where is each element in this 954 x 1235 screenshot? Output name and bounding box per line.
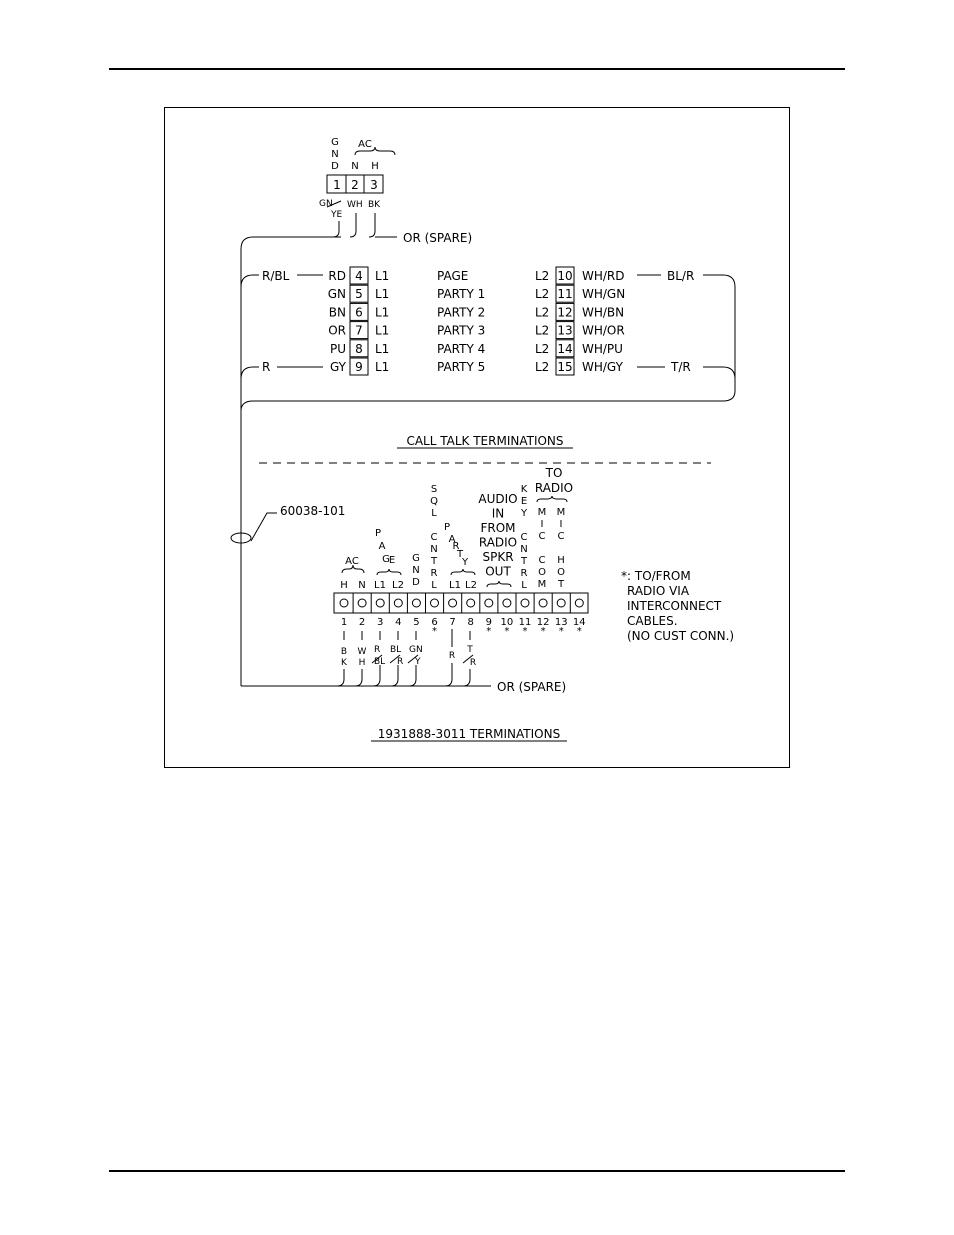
cable-branch-top-left (241, 275, 259, 287)
vertical-letter: N (412, 565, 420, 576)
radio-star-marker: * (522, 626, 528, 637)
wire-hook (355, 669, 362, 686)
terminal-number: 6 (431, 617, 438, 628)
radio-star-marker: * (504, 626, 510, 637)
terminal-screw (412, 599, 420, 607)
wire-r-bl-r: R (374, 645, 381, 655)
right-terminal-number: 14 (557, 341, 573, 356)
wire-hook (333, 221, 339, 237)
wire-hook (337, 669, 344, 686)
left-terminal-number: 9 (355, 360, 363, 374)
audio-line: AUDIO (478, 492, 518, 506)
vertical-letter: N (520, 544, 528, 555)
call-talk-title: CALL TALK TERMINATIONS (406, 434, 564, 448)
vertical-letter: M (537, 579, 547, 590)
vertical-letter: C (430, 532, 438, 543)
gnd-letter-g: G (331, 137, 339, 148)
wire-bl-r-bl: BL (390, 645, 402, 655)
vertical-letter: T (430, 556, 438, 567)
upper-spare-label: OR (SPARE) (403, 231, 473, 245)
right-wire-color: WH/OR (582, 323, 625, 338)
right-terminal-number: 12 (557, 305, 573, 320)
vertical-letter: A (448, 534, 456, 545)
footer-rule (109, 1170, 845, 1172)
vertical-letter: C (538, 531, 546, 542)
row-name: PARTY 5 (437, 360, 486, 374)
upper-terminal-block (319, 137, 472, 245)
gnd-letter-d: D (331, 161, 339, 172)
vertical-letter: M (537, 507, 547, 518)
neutral-label: N (351, 161, 359, 172)
lower-terminal-strip (334, 593, 588, 613)
vertical-letter: N (430, 544, 438, 555)
terminal-screw (521, 599, 529, 607)
wire-hook (350, 213, 356, 237)
wire-bk: BK (368, 200, 381, 210)
terminal-number: 4 (395, 617, 402, 628)
audio-line: SPKR (482, 550, 514, 564)
vertical-letter: L (431, 508, 437, 519)
cable-ref-leader (251, 513, 277, 541)
right-line-label: L2 (535, 305, 550, 320)
left-line-label: L1 (375, 341, 390, 356)
wire-wh-h: H (358, 658, 366, 668)
wiring-diagram (165, 108, 791, 769)
key-control-vertical-label (520, 484, 528, 591)
terminal-screw (539, 599, 547, 607)
terminal-screw (467, 599, 475, 607)
vertical-letter: T (557, 579, 565, 590)
terminal-screw (340, 599, 348, 607)
terminal-number: 7 (449, 617, 456, 628)
vertical-letter: T (456, 549, 464, 560)
wire-gn-y-y: Y (415, 657, 421, 667)
right-terminal-number: 10 (557, 269, 573, 283)
cable-left-bottom-label: R (262, 360, 271, 374)
terminal-number: 13 (554, 617, 568, 628)
squelch-control-vertical-label (430, 484, 438, 591)
wire-wh: WH (347, 200, 363, 210)
vertical-letter: R (520, 568, 528, 579)
terminal-screw (557, 599, 565, 607)
right-terminal-number: 15 (557, 360, 573, 374)
terminal-screw (376, 599, 384, 607)
right-line-label: L2 (535, 287, 550, 302)
left-terminal-number: 6 (355, 305, 363, 320)
left-wire-color: BN (328, 305, 346, 320)
wire-t-r-t: T (467, 645, 473, 655)
terminal-screw (485, 599, 493, 607)
wire-r-bl-bl: BL (374, 657, 386, 667)
row-name: PARTY 2 (437, 305, 486, 320)
wire-bk-k: K (341, 658, 347, 668)
vertical-letter: K (520, 484, 528, 495)
terminal-number: 11 (518, 617, 532, 628)
lower-terminals (340, 593, 586, 637)
terminal-screw (358, 599, 366, 607)
cable-branch-bottom-left (241, 367, 259, 379)
terminal-screw (449, 599, 457, 607)
vertical-letter: S (430, 484, 438, 495)
vertical-letter: D (412, 577, 420, 588)
radio-star-marker: * (540, 626, 546, 637)
party-rows (328, 267, 626, 375)
wire-bk-b: B (340, 647, 348, 657)
left-line-label: L1 (375, 287, 390, 302)
left-wire-color: GY (329, 360, 346, 374)
terminal-screw (503, 599, 511, 607)
vertical-letter: E (388, 555, 396, 566)
left-wire-color: RD (328, 269, 346, 283)
wire-hook (369, 213, 375, 237)
vertical-letter: Y (461, 557, 469, 568)
radio-note (621, 569, 734, 643)
vertical-letter: I (540, 519, 544, 530)
terminal-number: 2 (358, 617, 366, 628)
lower-n-label: N (358, 580, 366, 591)
left-line-label: L1 (375, 305, 390, 320)
hot-label: H (371, 161, 379, 172)
wire-hook (463, 669, 470, 686)
terminal-screw (394, 599, 402, 607)
right-terminal-number: 11 (557, 287, 573, 302)
lower-h-label: H (340, 580, 348, 591)
wire-gn: GN (319, 199, 333, 209)
page-l1-label: L1 (374, 580, 386, 591)
party-l1-label: L1 (449, 580, 461, 591)
left-line-label: L1 (375, 323, 390, 338)
terminal-number: 12 (536, 617, 550, 628)
row-name: PAGE (437, 269, 469, 283)
to-radio-line-1: TO (545, 466, 563, 480)
left-wire-color: GN (327, 287, 346, 302)
audio-in-label (478, 492, 517, 579)
terminal-number: 8 (467, 617, 474, 628)
terminal-2: 2 (351, 178, 359, 192)
radio-star-marker: * (486, 626, 492, 637)
cable-bundle-right (241, 275, 735, 411)
wire-gn-y-gn: GN (409, 645, 423, 655)
wire-hook (391, 665, 398, 686)
right-wire-color: WH/GY (582, 360, 623, 374)
cable-ref-label: 60038-101 (280, 504, 346, 518)
mic-com-vertical-label (538, 507, 547, 590)
terminal-number: 9 (485, 617, 492, 628)
left-terminal-number: 4 (355, 269, 363, 283)
terminal-1: 1 (333, 178, 341, 192)
cable-left-top-label: R/BL (262, 269, 290, 283)
row-name: PARTY 1 (437, 287, 486, 302)
lower-wire-labels (241, 629, 566, 694)
ac-label: AC (358, 139, 372, 150)
to-radio-line-2: RADIO (534, 481, 574, 495)
cable-right-top-label: BL/R (667, 269, 695, 283)
terminal-screw (431, 599, 439, 607)
terminal-number: 14 (572, 617, 586, 628)
cable-bundle-left (241, 237, 341, 686)
vertical-letter: P (443, 522, 451, 533)
terminal-number: 5 (413, 617, 420, 628)
note-line-5: (NO CUST CONN.) (627, 629, 735, 643)
wire-ye: YE (331, 210, 343, 220)
audio-brace (487, 581, 511, 587)
diagram-frame (164, 107, 790, 768)
terminal-screw (575, 599, 583, 607)
vertical-letter: C (557, 531, 565, 542)
vertical-letter: G (382, 554, 390, 565)
lower-terminal-labels (340, 466, 573, 591)
note-line-4: CABLES. (627, 614, 678, 628)
vertical-letter: C (538, 555, 546, 566)
to-radio-brace (537, 496, 567, 502)
left-terminal-number: 8 (355, 341, 363, 356)
note-line-1: *: TO/FROM (621, 569, 691, 583)
terminal-number: 10 (500, 617, 514, 628)
radio-star-marker: * (558, 626, 564, 637)
wire-hook (373, 665, 380, 686)
vertical-letter: Y (520, 508, 528, 519)
vertical-letter: M (556, 507, 566, 518)
vertical-letter: H (557, 555, 565, 566)
vertical-letter: Q (430, 496, 438, 507)
vertical-letter: L (521, 580, 527, 591)
terminal-number: 3 (377, 617, 384, 628)
wire-wh-w: W (357, 647, 367, 657)
gnd-vertical-label (412, 553, 420, 588)
party-brace (451, 569, 475, 575)
audio-line: RADIO (478, 535, 518, 550)
audio-line: FROM (480, 521, 516, 535)
left-terminal-number: 7 (355, 323, 363, 338)
vertical-letter: R (452, 541, 460, 552)
audio-line: OUT (485, 564, 511, 579)
vertical-letter: R (430, 568, 438, 579)
lower-ac-label: AC (345, 556, 359, 567)
lower-title: 1931888-3011 TERMINATIONS (377, 727, 561, 741)
right-line-label: L2 (535, 323, 550, 338)
row-name: PARTY 3 (437, 323, 486, 338)
terminal-3: 3 (370, 178, 378, 192)
vertical-letter: E (520, 496, 528, 507)
right-line-label: L2 (535, 269, 550, 283)
wire-bl-r-r: R (397, 657, 404, 667)
note-line-2: RADIO VIA (627, 584, 690, 598)
vertical-letter: G (412, 553, 420, 564)
page-brace (377, 569, 401, 575)
note-line-3: INTERCONNECT (627, 599, 722, 613)
left-wire-color: OR (328, 323, 346, 338)
right-wire-color: WH/RD (582, 269, 625, 283)
cable-branch-bottom-right (723, 367, 735, 389)
row-name: PARTY 4 (437, 341, 486, 356)
vertical-letter: C (520, 532, 528, 543)
right-terminal-number: 13 (557, 323, 573, 338)
audio-line: IN (491, 506, 505, 521)
vertical-letter: A (378, 541, 386, 552)
right-wire-color: WH/BN (582, 305, 625, 320)
radio-star-marker: * (432, 626, 437, 637)
lower-spare-label: OR (SPARE) (497, 680, 567, 694)
page-l2-label: L2 (392, 580, 404, 591)
mic-hot-vertical-label (557, 507, 566, 590)
right-line-label: L2 (535, 360, 550, 374)
party-l2-label: L2 (465, 580, 477, 591)
radio-star-marker: * (576, 626, 582, 637)
vertical-letter: I (559, 519, 563, 530)
vertical-letter: L (431, 580, 437, 591)
page-vertical-label (375, 528, 395, 566)
terminal-number: 1 (340, 617, 348, 628)
right-wire-color: WH/PU (582, 341, 623, 356)
right-wire-color: WH/GN (582, 287, 626, 302)
vertical-letter: O (557, 567, 565, 578)
left-terminal-number: 5 (355, 287, 363, 302)
left-line-label: L1 (375, 269, 390, 283)
vertical-letter: P (374, 528, 382, 539)
wire-r-party: R (448, 651, 456, 661)
vertical-letter: T (520, 556, 528, 567)
party-vertical-label (444, 522, 469, 568)
wire-hook (409, 665, 416, 686)
wire-hook (445, 663, 452, 686)
left-wire-color: PU (329, 341, 346, 356)
cable-right-bottom-label: T/R (671, 360, 691, 374)
gnd-letter-n: N (331, 149, 339, 160)
wire-t-r-r: R (469, 658, 477, 668)
left-line-label: L1 (375, 360, 390, 374)
right-line-label: L2 (535, 341, 550, 356)
header-rule (109, 68, 845, 70)
vertical-letter: O (538, 567, 546, 578)
